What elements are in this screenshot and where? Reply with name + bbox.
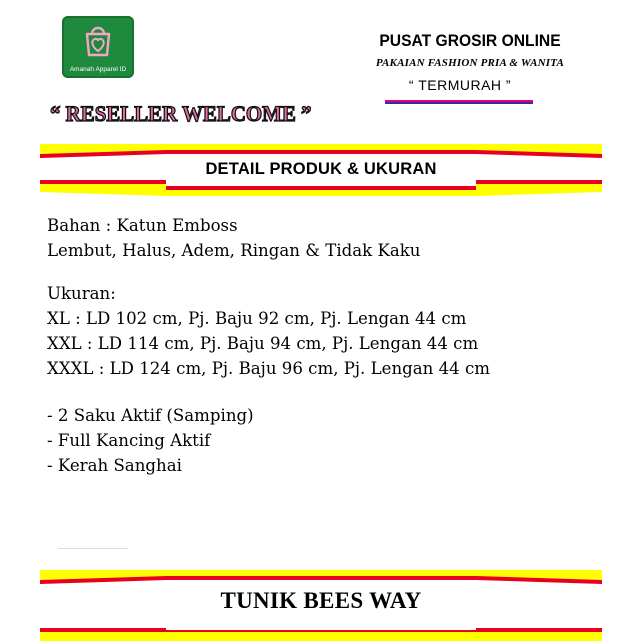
reseller-banner: “ RESELLER WELCOME ” — [50, 101, 312, 126]
size-row-xl: XL : LD 102 cm, Pj. Baju 92 cm, Pj. Lengan 44 cm — [47, 309, 467, 328]
brand-logo — [62, 16, 134, 78]
tagline-underline — [385, 100, 533, 104]
size-row-xxl: XXL : LD 114 cm, Pj. Baju 94 cm, Pj. Lengan 44 cm — [47, 334, 479, 353]
header-tagline: “ TERMURAH ” — [408, 77, 512, 93]
logo-caption: Amanah Apparel ID — [69, 66, 127, 73]
divider — [58, 548, 128, 549]
product-title-band — [40, 566, 602, 641]
section-heading-band — [40, 140, 602, 198]
material-line: Bahan : Katun Emboss — [47, 216, 238, 235]
header-subtitle: PAKAIAN FASHION PRIA & WANITA — [375, 57, 565, 69]
feature-item: - Full Kancing Aktif — [47, 431, 211, 450]
section-heading: DETAIL PRODUK & UKURAN — [205, 160, 437, 178]
header-title: PUSAT GROSIR ONLINE — [379, 31, 561, 50]
heart-bag-icon — [80, 22, 116, 58]
size-row-xxxl: XXXL : LD 124 cm, Pj. Baju 96 cm, Pj. Lengan 44 cm — [47, 359, 491, 378]
product-details — [47, 213, 617, 478]
sizes-heading: Ukuran: — [47, 284, 116, 303]
feature-item: - Kerah Sanghai — [47, 456, 182, 475]
product-title: TUNIK BEES WAY — [220, 588, 422, 613]
feature-item: - 2 Saku Aktif (Samping) — [47, 406, 254, 425]
material-properties: Lembut, Halus, Adem, Ringan & Tidak Kaku — [47, 241, 421, 260]
